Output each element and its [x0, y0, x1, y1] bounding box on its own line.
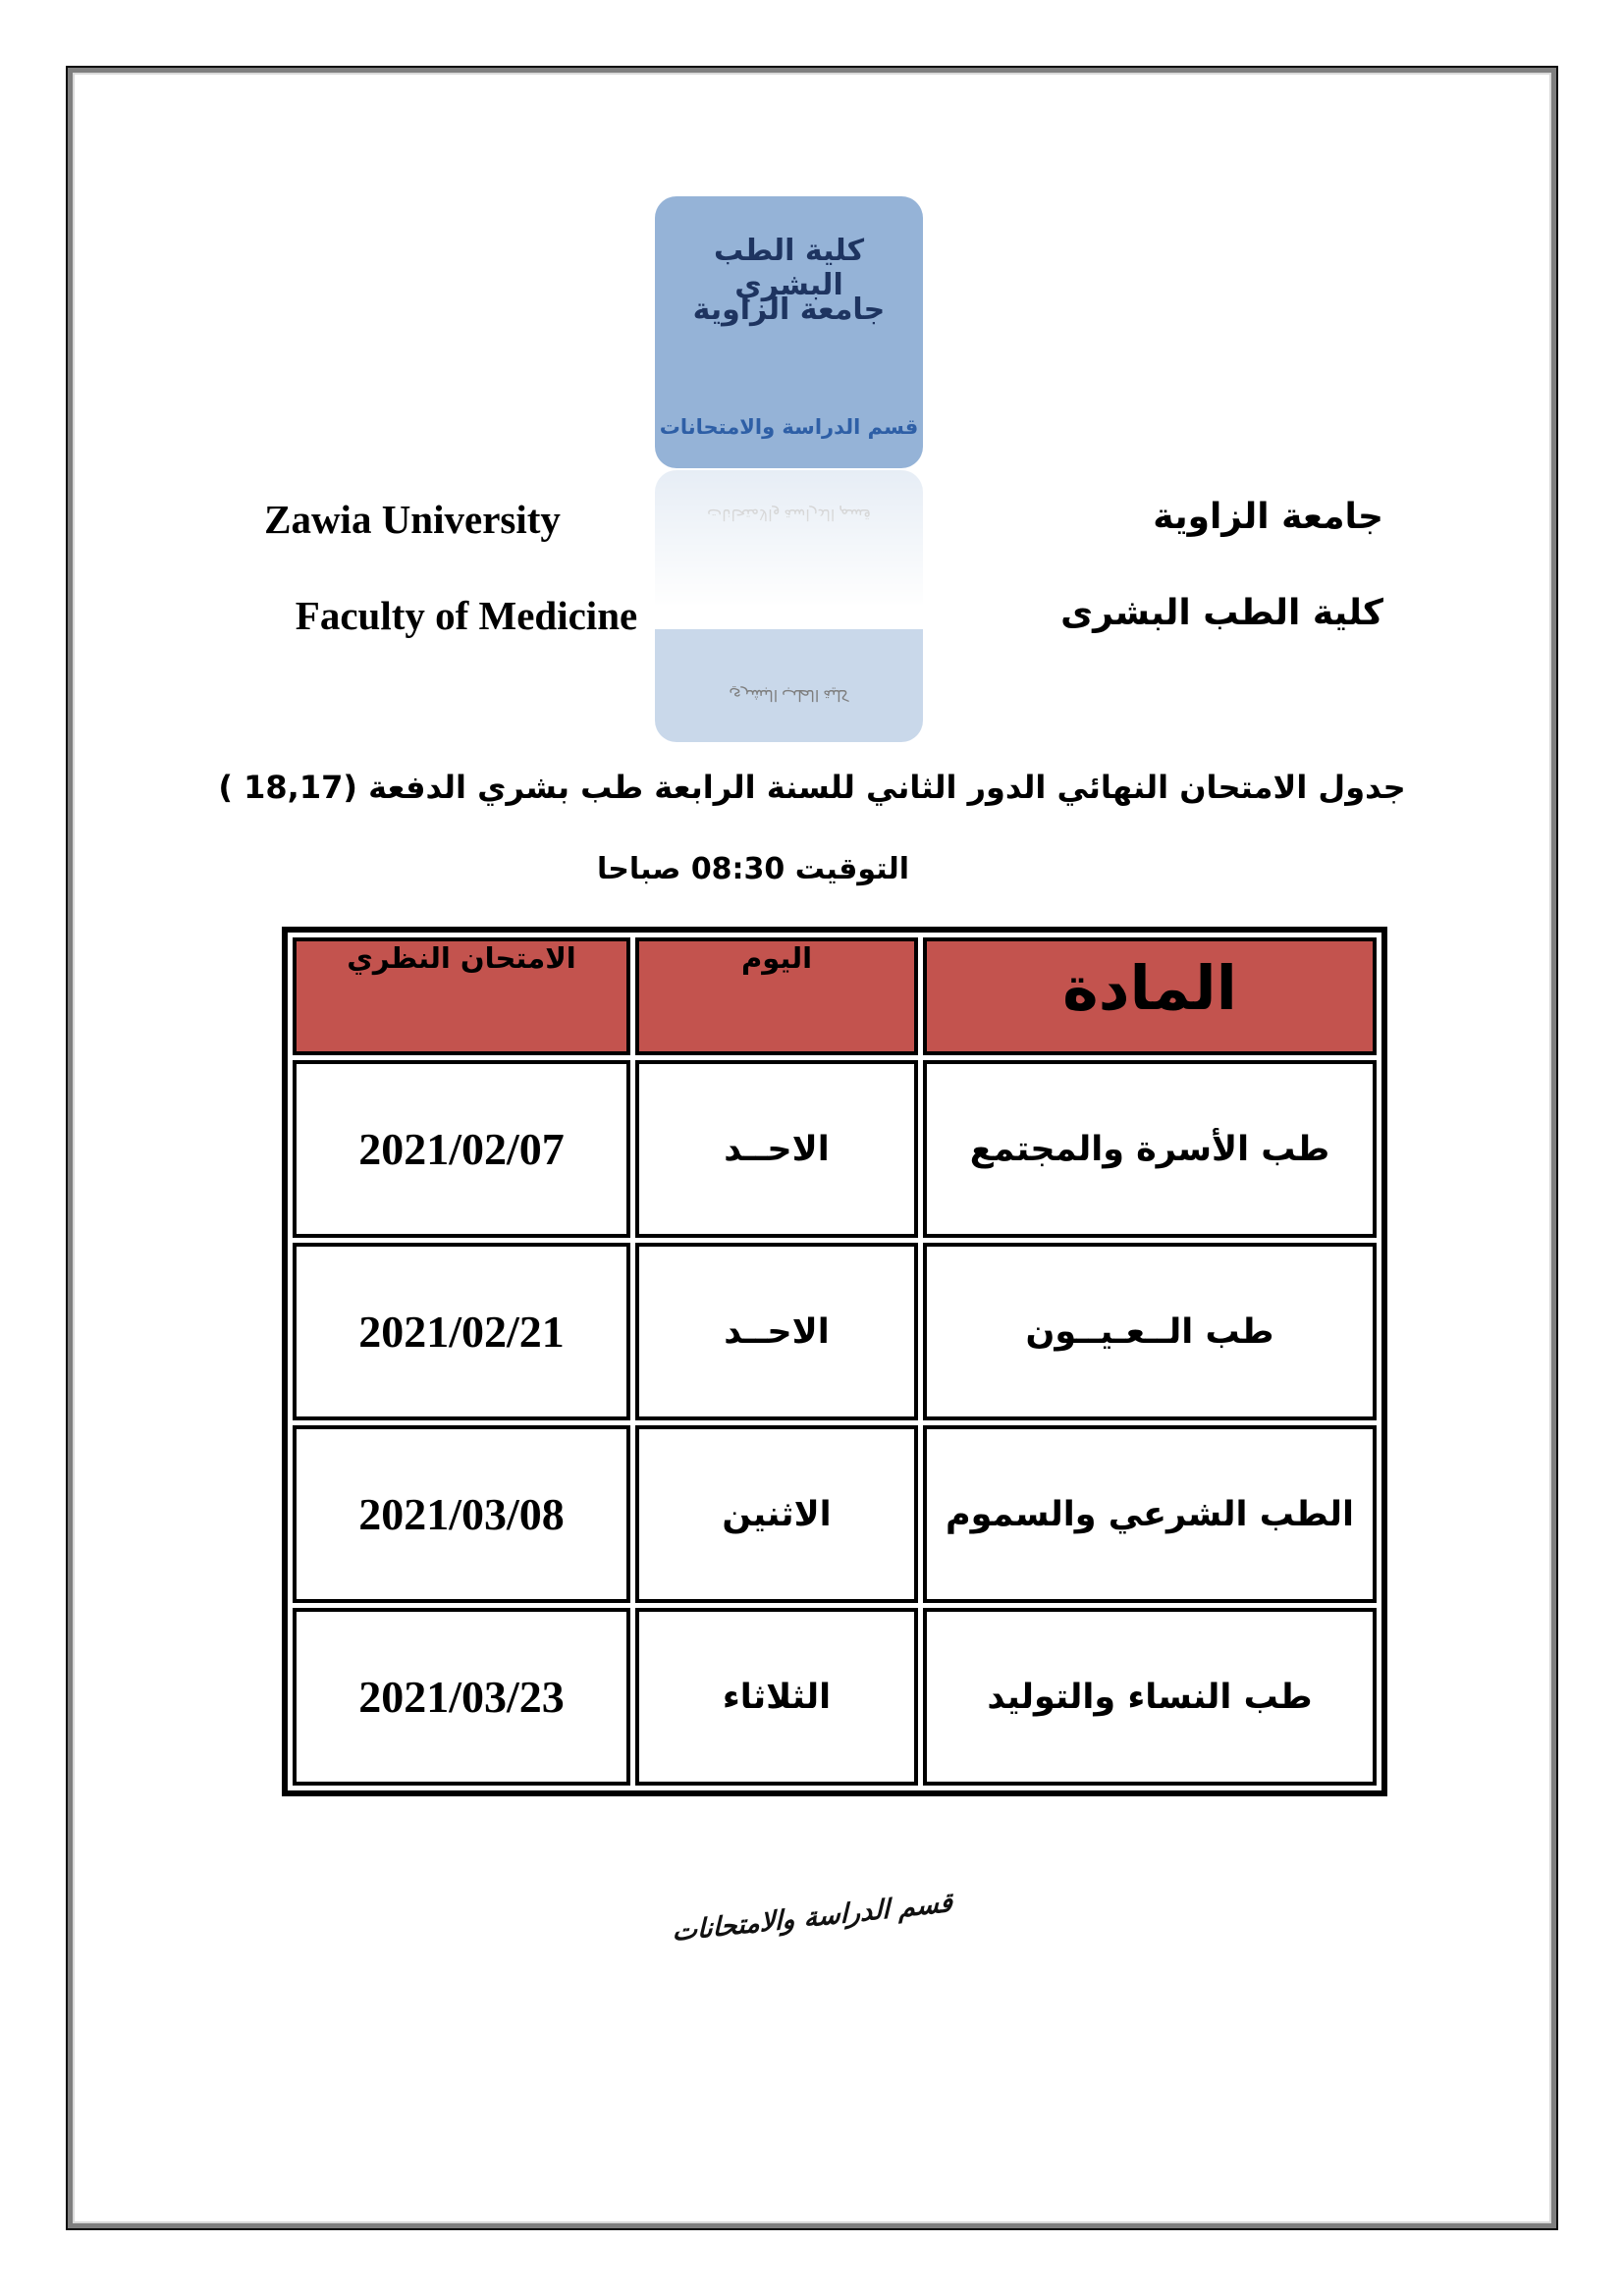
exam-day-cell: الاحــد [635, 1060, 918, 1238]
exam-date-cell: 2021/02/07 [293, 1060, 630, 1238]
logo-university-name: جامعة الزاوية [692, 293, 886, 327]
logo-reflection-faculty-name: كلية الطب البشري [729, 686, 849, 703]
exam-subject-cell: طب الــعـيــون [923, 1243, 1377, 1420]
exam-column-header: الامتحان النظري [293, 937, 630, 1055]
logo-faculty-name: كلية الطب البشري [713, 234, 865, 302]
table-row [293, 1425, 1377, 1603]
exam-date-cell: 2021/02/21 [293, 1243, 630, 1420]
day-column-header: اليوم [635, 937, 918, 1055]
exam-schedule-table [282, 927, 1387, 1796]
subject-column-header: المادة [923, 937, 1377, 1055]
exam-day-cell: الثلاثاء [635, 1608, 918, 1786]
faculty-name-english: Faculty of Medicine [295, 593, 638, 638]
exam-day-cell: الاحــد [635, 1243, 918, 1420]
signature-line [0, 1887, 1624, 1949]
table-row [293, 1608, 1377, 1786]
exam-date-cell: 2021/03/23 [293, 1608, 630, 1786]
university-name-arabic: جامعة الزاوية [1153, 497, 1383, 537]
table-row [293, 1243, 1377, 1420]
faculty-name-arabic: كلية الطب البشرى [1060, 593, 1383, 633]
exam-time-subtitle: التوقيت 08:30 صباحا [596, 852, 910, 886]
signature-text: قسم الدراسة والامتحانات [672, 1887, 952, 1949]
exam-subject-cell: الطب الشرعي والسموم [923, 1425, 1377, 1603]
university-name-english: Zawia University [264, 497, 561, 542]
exam-schedule-table-wrapper [282, 927, 1387, 1796]
logo-department-name: قسم الدراسة والامتحانات [659, 415, 919, 439]
exam-schedule-title: جدول الامتحان النهائي الدور الثاني للسنة الرابعة طب بشري الدفعة (18,17 ) [218, 769, 1406, 806]
exam-day-cell: الاثنين [635, 1425, 918, 1603]
exam-date-cell: 2021/03/08 [293, 1425, 630, 1603]
exam-subject-cell: طب الأسرة والمجتمع [923, 1060, 1377, 1238]
table-header-row [293, 937, 1377, 1055]
exam-subject-cell: طب النساء والتوليد [923, 1608, 1377, 1786]
table-row [293, 1060, 1377, 1238]
